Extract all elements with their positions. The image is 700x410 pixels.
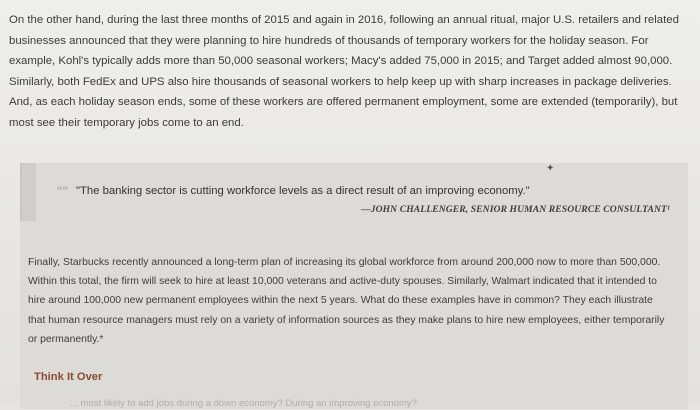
intro-paragraph: On the other hand, during the last three months of 2015 and again in 2016, following an annual ritual, major U.S. retailers and related businesses announced that they were planning to hire hundreds of thousands of temporary workers for the holiday season. For example, Kohl's typically adds more than 50,000 seasonal workers; Macy's added 75,000 in 2015; and Target added almost 90,000. Similarly, both FedEx and UPS also hire thousands of seasonal workers to help keep up with sharp increases in package deliveries. And, as each holiday season ends, some of these workers are offered permanent employment, some are extended (temporarily), but most see their temporary jobs come to an end. [9, 14, 679, 129]
quote-attribution: —JOHN CHALLENGER, SENIOR HUMAN RESOURCE CONSULTANT¹ [361, 204, 670, 215]
star-icon: ✦ [546, 163, 555, 174]
think-it-over-heading: Think It Over [34, 371, 103, 383]
cutoff-text-line: ... most likely to add jobs during a down economy? During an improving economy? [70, 398, 417, 409]
quote-text: "The banking sector is cutting workforce levels as a direct result of an improving economy." [76, 185, 530, 197]
quote-accent-bar [20, 163, 36, 221]
quote-mark-icon: ““ [56, 185, 68, 200]
starbucks-paragraph: Finally, Starbucks recently announced a long-term plan of increasing its global workforce from around 200,000 now to more than 500,000. Within this total, the firm will seek to hire at least 10,000 veterans and active-duty spouses. Similarly, Walmart indicated that it intended to hire around 100,000 new permanent employees within the next 5 years. What do these examples have in common? They each illustrate that human resource managers must rely on a variety of information sources as they make plans to hire new employees, either temporarily or permanently.* [28, 257, 665, 345]
